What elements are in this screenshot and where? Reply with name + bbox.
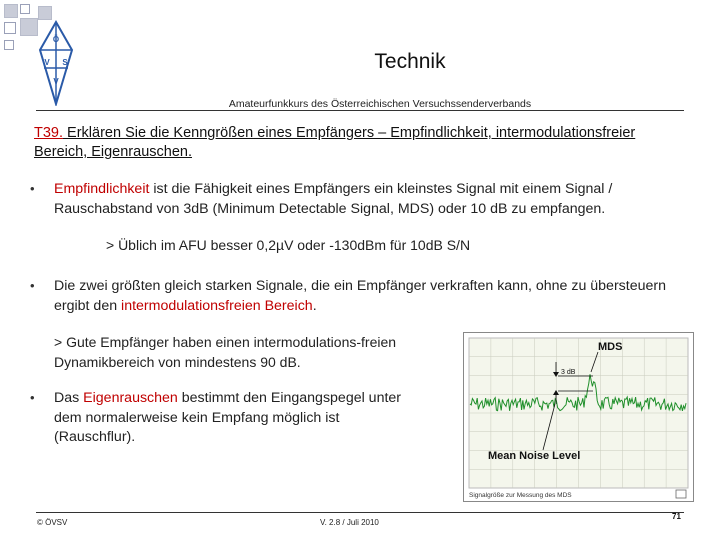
question-text: Erklären Sie die Kenngrößen eines Empfängers – Empfindlichkeit, intermodulationsfreier Bereich, Eigenrauschen. — [34, 125, 636, 160]
bullet-intermod-end: . — [312, 297, 317, 314]
decor-square — [38, 6, 52, 20]
bullet-noise-lead: Das — [54, 390, 84, 406]
bullet-noise — [54, 389, 414, 448]
question-heading — [34, 124, 674, 162]
page-subtitle: Amateurfunkkurs des Österreichischen Versuchssenderverbands — [228, 98, 532, 110]
decor-square — [4, 4, 18, 18]
term-empfindlichkeit: Empfindlichkeit — [54, 181, 150, 197]
svg-text:V: V — [53, 77, 59, 86]
question-number: T39. — [34, 125, 64, 141]
figure-caption: Signalgröße zur Messung des MDS — [469, 492, 572, 499]
bullet-sensitivity — [54, 180, 704, 219]
bullet-marker: • — [30, 390, 35, 405]
note-afu: > Üblich im AFU besser 0,2µV oder -130dBm für 10dB S/N — [106, 237, 471, 253]
svg-text:V: V — [44, 58, 50, 67]
bullet-sensitivity-text: ist die Fähigkeit eines Empfängers ein kleinstes Signal mit einem Signal / Rauschabstand von 3dB (Minimum Detectable Signal, MDS) oder 10 dB zu empfangen. — [54, 181, 613, 217]
note-dynamic-range: > Gute Empfänger haben einen intermodulations-freien Dynamikbereich von mindestens 90 dB. — [54, 334, 397, 370]
page-title: Technik — [374, 50, 446, 73]
bullet-marker: • — [30, 181, 35, 196]
svg-text:Ö: Ö — [52, 35, 60, 44]
label-mds: MDS — [598, 341, 623, 353]
footer-copyright: © ÖVSV — [37, 518, 68, 527]
svg-text:S: S — [62, 58, 68, 67]
term-eigenrauschen: Eigenrauschen — [83, 390, 178, 406]
label-3db: 3 dB — [561, 369, 576, 376]
bullet-intermod — [54, 277, 674, 316]
page-number: 71 — [672, 512, 681, 521]
decor-square — [4, 40, 14, 50]
decor-square — [20, 4, 30, 14]
decor-square — [4, 22, 16, 34]
spectrum-figure — [463, 332, 694, 502]
bullet-intermod-lead: Die zwei größten gleich starken Signale, die ein Empfänger verkraften kann, ohne zu übersteuern ergibt den — [54, 278, 666, 314]
header-divider — [36, 110, 684, 111]
footer-version: V. 2.8 / Juli 2010 — [320, 518, 379, 527]
term-intermod: intermodulationsfreien Bereich — [121, 297, 313, 314]
label-mean-noise: Mean Noise Level — [488, 450, 581, 462]
bullet-marker: • — [30, 278, 35, 293]
footer-divider — [36, 512, 684, 513]
bullet-noise-text: bestimmt den Eingangspegel unter dem normalerweise kein Empfang möglich ist (Rauschflur). — [54, 390, 402, 445]
